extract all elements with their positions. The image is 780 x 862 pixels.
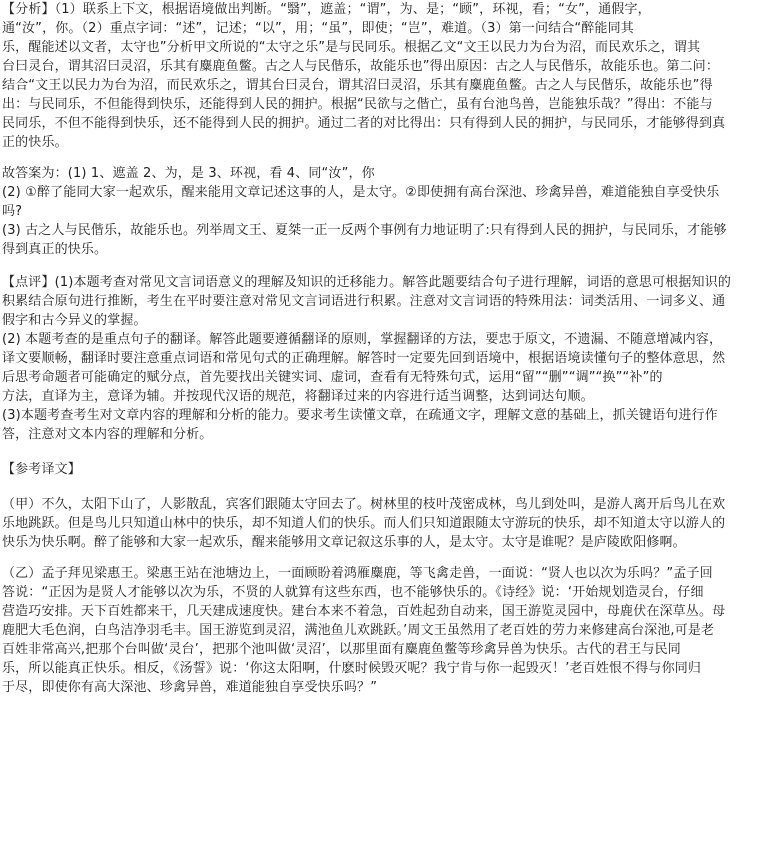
analysis-line: 结合“文王以民力为台为沼，而民欢乐之，谓其台曰灵台，谓其沼曰灵沼，乐其有麋鹿鱼鳖。古之人与民偕乐，故能乐也”得 xyxy=(2,78,713,93)
analysis-line: 乐，醒能述以文者，太守也”分析甲文所说的“太守之乐”是与民同乐。根据乙文“文王以民力为台为沼，而民欢乐之，谓其 xyxy=(2,40,701,55)
answer-section xyxy=(2,164,774,259)
translation-line: （甲）不久，太阳下山了，人影散乱，宾客们跟随太守回去了。树林里的枝叶茂密成林，鸟儿到处叫，是游人离开后鸟儿在欢 xyxy=(2,497,726,512)
analysis-line: 民同乐，不但不能得到快乐，还不能得到人民的拥护。通过二者的对比得出：只有得到人民的拥护，与民同乐，才能够得到真 xyxy=(2,116,726,131)
comment-section xyxy=(2,273,774,444)
reference-heading xyxy=(2,460,774,479)
comment-line: 假字和古今异义的掌握。 xyxy=(2,313,147,328)
analysis-line: 正的快乐。 xyxy=(2,135,68,150)
translation-b-section xyxy=(2,564,774,697)
translation-line: 于尽，即使你有高大深池、珍禽异兽，难道能独自享受快乐吗？” xyxy=(2,680,378,695)
analysis-section xyxy=(2,0,774,152)
answer-line: (2) ①醉了能同大家一起欢乐，醒来能用文章记述这事的人，是太守。②即使拥有高台深池、珍禽异兽，难道能独自享受快乐 xyxy=(2,185,720,200)
translation-line: 快乐为快乐啊。醉了能够和大家一起欢乐，醒来能够用文章记叙这乐事的人，是太守。太守是谁呢？是庐陵欧阳修啊。 xyxy=(2,535,686,550)
translation-line: （乙）孟子拜见梁惠王。梁惠王站在池塘边上，一面顾盼着鸿雁麋鹿，等飞禽走兽，一面说：“贤人也以次为乐吗？”孟子回 xyxy=(2,566,713,581)
answer-line: 故答案为：(1) 1、遮盖 2、为，是 3、环视，看 4、同“汝”，你 xyxy=(2,166,375,181)
comment-line: 答，注意对文本内容的理解和分析。 xyxy=(2,427,213,442)
translation-line: 乐地跳跃。但是鸟儿只知道山林中的快乐，却不知道人们的快乐。而人们只知道跟随太守游玩的快乐，却不知道太守以游人的 xyxy=(2,516,726,531)
comment-line: 方法，直译为主，意译为辅。并按现代汉语的规范，将翻译过来的内容进行适当调整，达到词达句顺。 xyxy=(2,389,594,404)
translation-line: 乐，所以能真正快乐。相反，《汤誓》说：‘你这太阳啊，什麽时候毁灭呢？我宁肯与你一起毁灭！’老百姓恨不得与你同归 xyxy=(2,661,702,676)
translation-a-section xyxy=(2,495,774,552)
answer-line: 吗? xyxy=(2,204,23,219)
analysis-line: 出：与民同乐，不但能得到快乐，还能得到人民的拥护。根据“民欲与之偕亡，虽有台池鸟兽，岂能独乐哉？”得出：不能与 xyxy=(2,97,713,112)
answer-line: (3) 古之人与民偕乐，故能乐也。列举周文王、夏桀一正一反两个事例有力地证明了:只有得到人民的拥护，与民同乐，才能够 xyxy=(2,223,727,238)
comment-line: (3)本题考查考生对文章内容的理解和分析的能力。要求考生读懂文章，在疏通文字，理解文意的基础上，抓关键语句进行作 xyxy=(2,408,718,423)
analysis-line: 【分析】（1）联系上下文，根据语境做出判断。“翳”，遮盖；“谓”，为、是；“顾”，环视，看；“女”，通假字， xyxy=(2,2,651,17)
comment-line: 译文要顺畅，翻译时要注意重点词语和常见句式的正确理解。解答时一定要先回到语境中，根据语境读懂句子的整体意思，然 xyxy=(2,351,726,366)
translation-line: 百姓非常高兴,把那个台叫做‘灵台’，把那个池叫做‘灵沼’，以那里面有麋鹿鱼鳖等珍禽异兽为快乐。古代的君王与民同 xyxy=(2,642,681,657)
comment-line: 【点评】(1)本题考查对常见文言词语意义的理解及知识的迁移能力。解答此题要结合句子进行理解，词语的意思可根据知识的 xyxy=(2,275,731,290)
analysis-line: 台曰灵台，谓其沼曰灵沼，乐其有麋鹿鱼鳖。古之人与民偕乐，故能乐也”得出原因：古之人与民偕乐，故能乐也。第二问： xyxy=(2,59,719,74)
translation-line: 营造巧安排。天下百姓都来干，几天建成速度快。建台本来不着急，百姓起劲自动来，国王游览灵园中，母鹿伏在深草丛。母 xyxy=(2,604,726,619)
comment-line: 积累结合原句进行推断，考生在平时要注意对常见文言词语进行积累。注意对文言词语的特殊用法：词类活用、一词多义、通 xyxy=(2,294,726,309)
reference-heading-text: 【参考译文】 xyxy=(2,462,81,477)
answer-line: 得到真正的快乐。 xyxy=(2,242,108,257)
comment-line: (2) 本题考查的是重点句子的翻译。解答此题要遵循翻译的原则，掌握翻译的方法，要忠于原文，不遗漏、不随意增减内容， xyxy=(2,332,723,347)
translation-line: 鹿肥大毛色润，白鸟洁净羽毛丰。国王游览到灵沼，满池鱼儿欢跳跃。’周文王虽然用了老百姓的劳力来修建高台深池,可是老 xyxy=(2,623,715,638)
analysis-line: 通“汝”，你。（2）重点字词：“述”，记述；“以”，用；“虽”，即使；“岂”，难道。（3）第一问结合“醉能同其 xyxy=(2,21,634,36)
comment-line: 后思考命题者可能确定的赋分点，首先要找出关键实词、虚词，查看有无特殊句式，运用“留”“删”“调”“换”“补”的 xyxy=(2,370,663,385)
translation-line: 答说：“正因为是贤人才能够以次为乐，不贤的人就算有这些东西，也不能够快乐的。《诗经》说：‘开始规划造灵台，仔细 xyxy=(2,585,704,600)
